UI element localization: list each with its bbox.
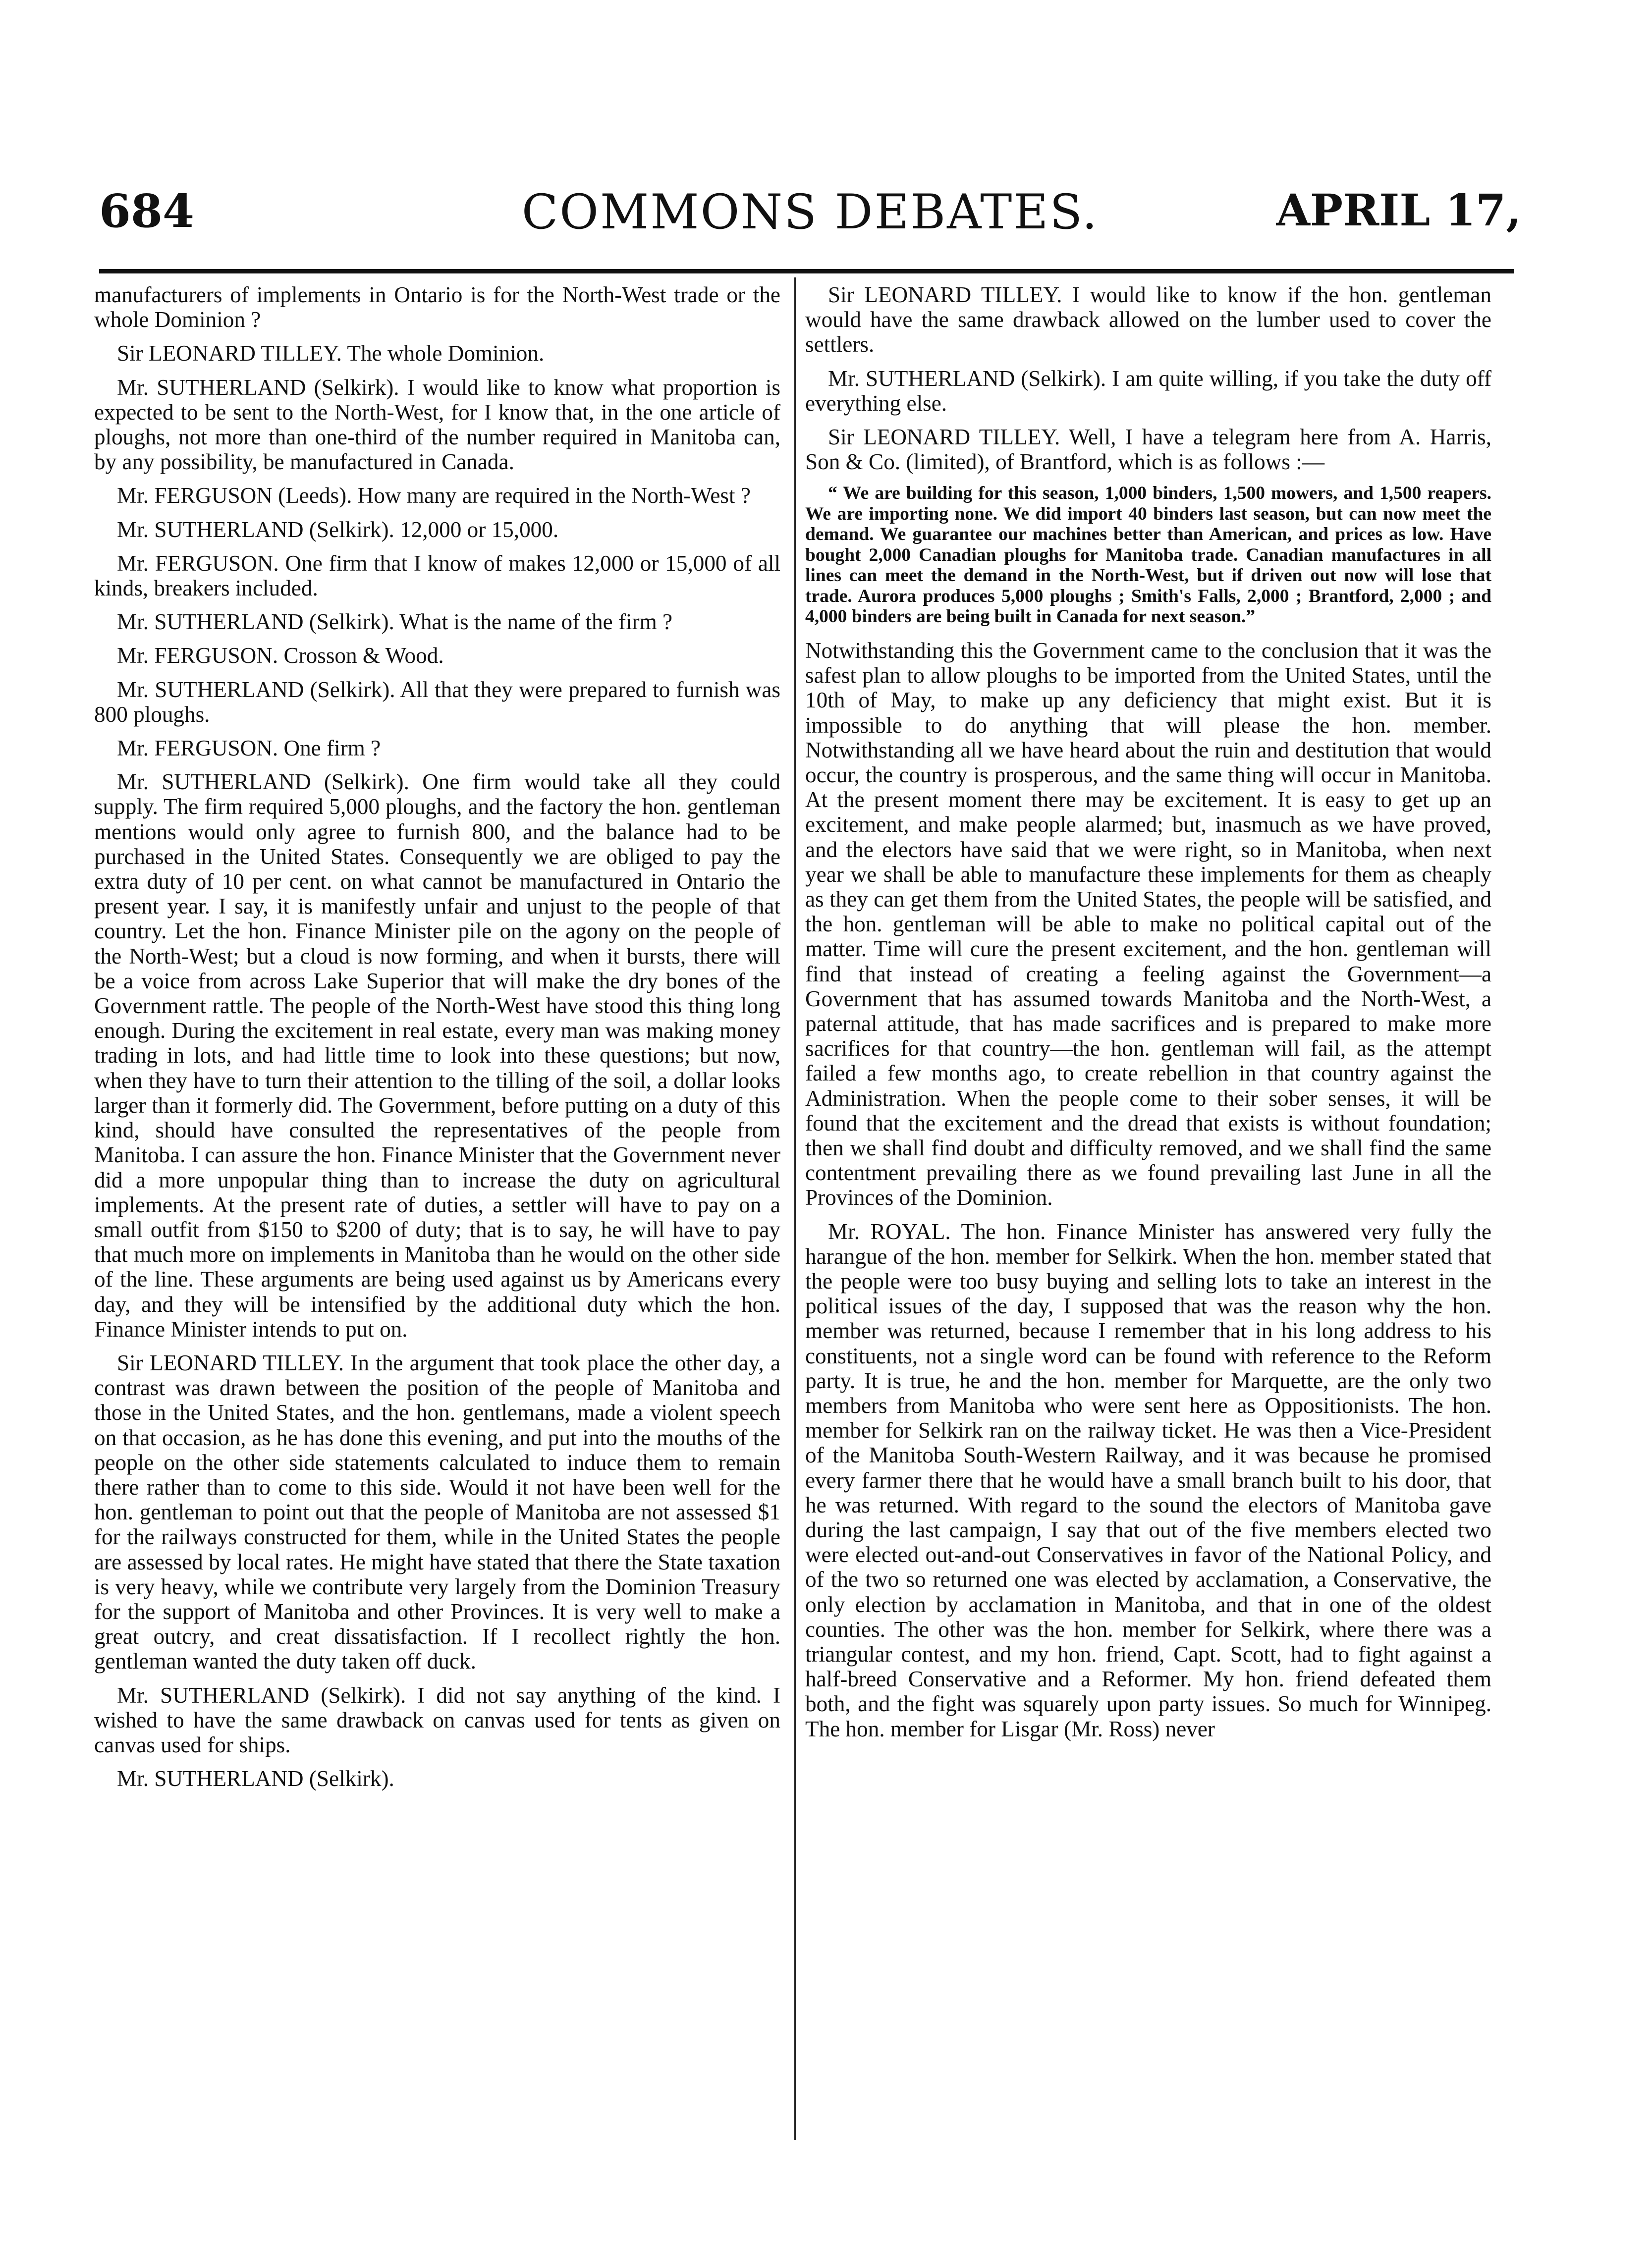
paragraph: Mr. SUTHERLAND (Selkirk). I am quite willing, if you take the duty off everything else. <box>805 366 1491 416</box>
page-number: 684 <box>99 184 195 238</box>
paragraph: Mr. SUTHERLAND (Selkirk). What is the name of the firm ? <box>117 609 673 635</box>
paragraph: Mr. FERGUSON. One firm ? <box>117 736 381 761</box>
paragraph: Mr. SUTHERLAND (Selkirk). All that they were prepared to furnish was 800 ploughs. <box>94 677 780 727</box>
paragraph: Mr. FERGUSON. One firm that I know of makes 12,000 or 15,000 of all kinds, breakers included. <box>94 550 780 601</box>
telegram-quote: “ We are building for this season, 1,000 binders, 1,500 mowers, and 1,500 reapers. We are importing none. We did import 40 binders last season, but can now meet the demand. We guarantee our machines better than American, and prices as low. Have bought 2,000 Canadian ploughs for Manitoba trade. Canadian manufactures in all lines can meet the demand in the North-West, but if driven out now will lose that trade. Aurora produces 5,000 ploughs ; Smith's Falls, 2,000 ; Brantford, 2,000 ; and 4,000 binders are being built in Canada for next season.” <box>805 483 1491 627</box>
paragraph: Mr. FERGUSON. Crosson & Wood. <box>117 643 444 668</box>
paragraph: Mr. SUTHERLAND (Selkirk). 12,000 or 15,000. <box>117 517 559 542</box>
page-header <box>99 184 1521 259</box>
paragraph: Mr. SUTHERLAND (Selkirk). I did not say anything of the kind. I wished to have the same drawback on canvas used for tents as given on canvas used for ships. <box>94 1682 780 1757</box>
paragraph: Mr. SUTHERLAND (Selkirk). One firm would take all they could supply. The firm required 5,000 ploughs, and the factory the hon. gentleman mentions would only agree to furnish 800, and the balance had to be purchased in the United States. Consequently we are obliged to pay the extra duty of 10 per cent. on what cannot be manufactured in Ontario the present year. I say, it is manifestly unfair and unjust to the people of that country. Let the hon. Finance Minister pile on the agony on the people of the North-West; but a cloud is now forming, and when it bursts, there will be a voice from across Lake Superior that will make the dry bones of the Government rattle. The people of the North-West have stood this thing long enough. During the excitement in real estate, every man was making money trading in lots, and had little time to look into these questions; but now, when they have to turn their attention to the tilling of the soil, a dollar looks larger than it formerly did. The Government, before putting on a duty of this kind, should have consulted the representatives of the people from Manitoba. I can assure the hon. Finance Minister that the Government never did a more unpopular thing than to increase the duty on agricultural implements. At the present rate of duties, a settler will have to pay on a small outfit from $150 to $200 of duty; that is to say, he will have to pay that much more on implements in Manitoba than he would on the other side of the line. These arguments are being used against us by Americans every day, and they will be intensified by the additional duty which the hon. Finance Minister intends to put on. <box>94 769 780 1342</box>
speaker-signature: Mr. SUTHERLAND (Selkirk). <box>117 1766 394 1791</box>
left-column <box>94 282 780 1800</box>
paragraph: Mr. FERGUSON (Leeds). How many are required in the North-West ? <box>117 483 751 508</box>
right-column <box>805 282 1491 1750</box>
page-title: COMMONS DEBATES. <box>521 184 1099 240</box>
header-rule <box>99 269 1514 273</box>
paragraph: Notwithstanding this the Government came to the conclusion that it was the safest plan to allow ploughs to be imported from the United States, until the 10th of May, to make up any deficiency that might exist. But it is impossible to do anything that will please the hon. member. Notwithstanding all we have heard about the ruin and destitution that would occur, the country is prosperous, and the same thing will occur in Manitoba. At the present moment there may be excitement. It is easy to get up an excitement, and make people alarmed; but, inasmuch as we have proved, and the electors have said that we were right, so in Manitoba, when next year we shall be able to manufacture these implements for them as cheaply as they can get them from the United States, the people will be satisfied, and the hon. gentleman will be able to make no political capital out of the matter. Time will cure the present excitement, and the hon. gentleman will find that instead of creating a feeling against the Government—a Government that has assumed towards Manitoba and the North-West, a paternal attitude, that has made sacrifices and is prepared to make more sacrifices for that country—the hon. gentleman will fail, as the attempt failed a few months ago, to create rebellion in that country against the Administration. When the people come to their sober senses, it will be found that the excitement and the dread that exists is without foundation; then we shall find doubt and difficulty removed, and we shall find the same contentment prevailing there as we found prevailing last June in all the Provinces of the Dominion. <box>805 638 1491 1210</box>
column-divider <box>794 277 796 2140</box>
page-date: APRIL 17, <box>1276 184 1521 236</box>
paragraph: Sir LEONARD TILLEY. The whole Dominion. <box>117 341 545 366</box>
paragraph: manufacturers of implements in Ontario is for the North-West trade or the whole Dominion ? <box>94 282 780 332</box>
paragraph: Sir LEONARD TILLEY. I would like to know if the hon. gentleman would have the same drawback allowed on the lumber used to cover the settlers. <box>805 282 1491 357</box>
paragraph: Mr. ROYAL. The hon. Finance Minister has answered very fully the harangue of the hon. member for Selkirk. When the hon. member stated that the people were too busy buying and selling lots to take an interest in the political issues of the day, I supposed that was the reason why the hon. member was returned, because I remember that in his long address to his constituents, not a single word can be found with reference to the Reform party. It is true, he and the hon. member for Marquette, are the only two members from Manitoba who were sent here as Oppositionists. The hon. member for Selkirk ran on the railway ticket. He was then a Vice-President of the Manitoba South-Western Railway, and it was because he promised every farmer there that he would have a small branch built to his door, that he was returned. With regard to the sound the electors of Manitoba gave during the last campaign, I say that out of the five members elected two were elected out-and-out Conservatives in favor of the National Policy, and of the two so returned one was elected by acclamation, a Conservative, the only election by acclamation in Manitoba, and that in one of the oldest counties. The other was the hon. member for Selkirk, where there was a triangular contest, and my hon. friend, Capt. Scott, had to fight against a half-breed Conservative and a Reformer. My hon. friend defeated them both, and the fight was squarely upon party issues. So much for Winnipeg. The hon. member for Lisgar (Mr. Ross) never <box>805 1219 1491 1741</box>
paragraph: Sir LEONARD TILLEY. Well, I have a telegram here from A. Harris, Son & Co. (limited), of Brantford, which is as follows :— <box>805 425 1491 475</box>
paragraph: Mr. SUTHERLAND (Selkirk). I would like to know what proportion is expected to be sent to the North-West, for I know that, in the one article of ploughs, not more than one-third of the number required in Manitoba can, by any possibility, be manufactured in Canada. <box>94 375 780 475</box>
paragraph: Sir LEONARD TILLEY. In the argument that took place the other day, a contrast was drawn between the position of the people of Manitoba and those in the United States, and the hon. gentlemans, made a violent speech on that occasion, as he has done this evening, and put into the mouths of the people on the other side statements calculated to induce them to remain there rather than to come to this side. Would it not have been well for the hon. gentleman to point out that the people of Manitoba are not assessed $1 for the railways constructed for them, while in the United States the people are assessed by local rates. He might have stated that there the State taxation is very heavy, while we contribute very largely from the Dominion Treasury for the support of Manitoba and other Provinces. It is very well to make a great outcry, and creat dissatisfaction. If I recollect rightly the hon. gentleman wanted the duty taken off duck. <box>94 1350 780 1674</box>
